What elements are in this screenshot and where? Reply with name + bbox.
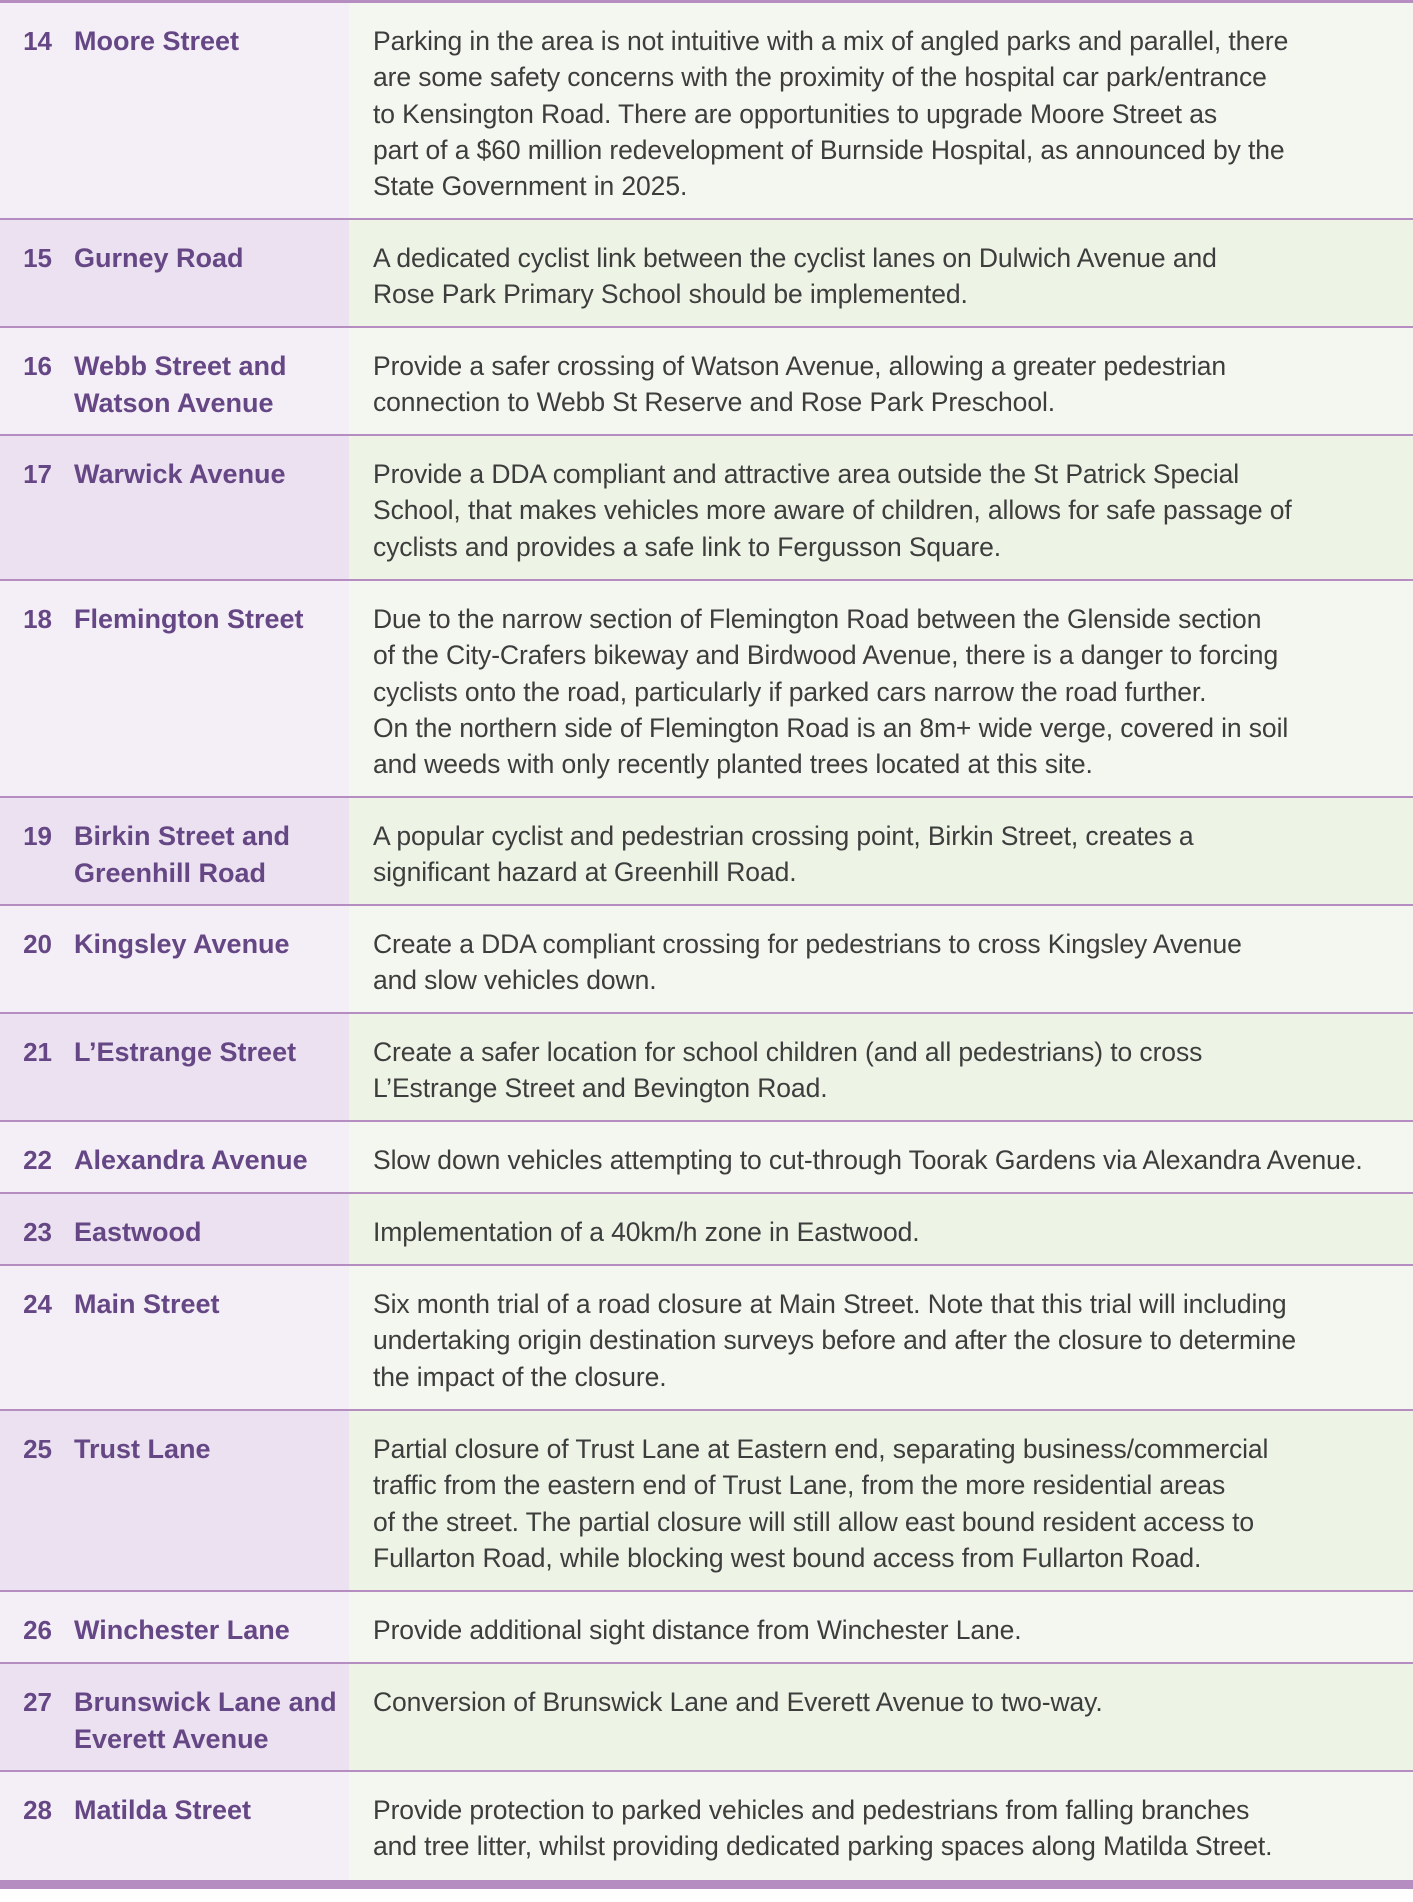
description-cell [349, 1664, 1413, 1770]
location-name: Eastwood [74, 1217, 202, 1247]
description-line: Implementation of a 40km/h zone in Eastwood. [373, 1217, 920, 1247]
description-line: Due to the narrow section of Flemington Road between the Glenside section [373, 604, 1262, 634]
description-cell [349, 1266, 1413, 1409]
location-name: Winchester Lane [74, 1615, 290, 1645]
description-cell [349, 220, 1413, 326]
row-number: 15 [23, 243, 52, 273]
row-number: 19 [23, 821, 52, 851]
description-line: to Kensington Road. There are opportunities to upgrade Moore Street as [373, 98, 1217, 129]
row-number: 18 [23, 604, 52, 634]
location-name: L’Estrange Street [74, 1037, 297, 1067]
description-line: State Government in 2025. [373, 171, 688, 202]
location-cell [0, 436, 349, 579]
description-line: Provide additional sight distance from Winchester Lane. [373, 1615, 1022, 1645]
table-row [0, 1772, 1413, 1889]
description-line: Six month trial of a road closure at Main Street. Note that this trial will including [373, 1289, 1287, 1319]
row-number: 16 [23, 351, 52, 381]
description-line: A dedicated cyclist link between the cyclist lanes on Dulwich Avenue and [373, 243, 1217, 273]
description-line: School, that makes vehicles more aware of children, allows for safe passage of [373, 495, 1292, 526]
location-cell [0, 1194, 349, 1264]
location-cell [0, 1122, 349, 1192]
description-cell [349, 328, 1413, 434]
table-row [0, 1411, 1413, 1592]
table-row [0, 1194, 1413, 1266]
description-line: Provide a DDA compliant and attractive area outside the St Patrick Special [373, 459, 1240, 489]
description-line: the impact of the closure. [373, 1361, 667, 1392]
row-number: 23 [23, 1217, 52, 1247]
description-cell [349, 1411, 1413, 1590]
row-number: 27 [23, 1687, 52, 1717]
location-cell [0, 1664, 349, 1770]
description-cell [349, 581, 1413, 796]
description-cell [349, 3, 1413, 218]
row-number: 20 [23, 929, 52, 959]
table-row [0, 328, 1413, 436]
description-line: traffic from the eastern end of Trust Lane, from the more residential areas [373, 1470, 1226, 1501]
description-line: Create a safer location for school children (and all pedestrians) to cross [373, 1037, 1203, 1067]
table-row [0, 3, 1413, 220]
description-cell [349, 1592, 1413, 1662]
location-name: Gurney Road [74, 243, 244, 273]
description-line: Conversion of Brunswick Lane and Everett Avenue to two-way. [373, 1687, 1103, 1717]
table-row [0, 1014, 1413, 1122]
description-cell [349, 1014, 1413, 1120]
description-line: are some safety concerns with the proximity of the hospital car park/entrance [373, 62, 1267, 93]
row-number: 14 [23, 26, 52, 56]
row-number: 28 [23, 1795, 52, 1825]
description-line: cyclists and provides a safe link to Fergusson Square. [373, 531, 1001, 562]
row-number: 26 [23, 1615, 52, 1645]
description-cell [349, 1122, 1413, 1192]
row-number: 25 [23, 1434, 52, 1464]
table-row [0, 798, 1413, 906]
description-line: part of a $60 million redevelopment of Burnside Hospital, as announced by the [373, 134, 1285, 165]
location-cell [0, 581, 349, 796]
description-line: and weeds with only recently planted trees located at this site. [373, 749, 1093, 780]
description-line: Slow down vehicles attempting to cut-through Toorak Gardens via Alexandra Avenue. [373, 1145, 1363, 1175]
table-row [0, 581, 1413, 798]
location-name: Alexandra Avenue [74, 1145, 308, 1175]
table-row [0, 220, 1413, 328]
location-name: Birkin Street and Greenhill Road [74, 821, 291, 888]
description-line: Provide a safer crossing of Watson Avenue, allowing a greater pedestrian [373, 351, 1227, 381]
location-name: Moore Street [74, 26, 240, 56]
location-name: Trust Lane [74, 1434, 211, 1464]
description-line: significant hazard at Greenhill Road. [373, 857, 797, 888]
description-line: Create a DDA compliant crossing for pedestrians to cross Kingsley Avenue [373, 929, 1242, 959]
location-name: Brunswick Lane and Everett Avenue [74, 1687, 337, 1754]
description-line: and tree litter, whilst providing dedicated parking spaces along Matilda Street. [373, 1831, 1273, 1862]
table-row [0, 1122, 1413, 1194]
description-line: Parking in the area is not intuitive with a mix of angled parks and parallel, there [373, 26, 1289, 56]
location-name: Matilda Street [74, 1795, 252, 1825]
description-line: On the northern side of Flemington Road is an 8m+ wide verge, covered in soil [373, 712, 1289, 743]
table-row [0, 1664, 1413, 1772]
description-cell [349, 1194, 1413, 1264]
description-line: A popular cyclist and pedestrian crossing point, Birkin Street, creates a [373, 821, 1194, 851]
row-number: 21 [23, 1037, 52, 1067]
location-cell [0, 1411, 349, 1590]
description-line: cyclists onto the road, particularly if parked cars narrow the road further. [373, 676, 1207, 707]
description-line: Provide protection to parked vehicles and pedestrians from falling branches [373, 1795, 1250, 1825]
table-row [0, 1592, 1413, 1664]
location-cell [0, 328, 349, 434]
location-cell [0, 1592, 349, 1662]
location-cell [0, 1772, 349, 1880]
description-line: L’Estrange Street and Bevington Road. [373, 1073, 828, 1104]
description-line: Partial closure of Trust Lane at Eastern end, separating business/commercial [373, 1434, 1269, 1464]
description-cell [349, 1772, 1413, 1880]
description-line: of the street. The partial closure will still allow east bound resident access to [373, 1506, 1255, 1537]
table-row [0, 436, 1413, 581]
description-cell [349, 798, 1413, 904]
location-cell [0, 1266, 349, 1409]
location-cell [0, 906, 349, 1012]
description-line: of the City-Crafers bikeway and Birdwood Avenue, there is a danger to forcing [373, 640, 1279, 671]
table-row [0, 906, 1413, 1014]
location-name: Main Street [74, 1289, 220, 1319]
location-cell [0, 1014, 349, 1120]
location-name: Flemington Street [74, 604, 304, 634]
description-cell [349, 436, 1413, 579]
row-number: 24 [23, 1289, 52, 1319]
description-line: undertaking origin destination surveys before and after the closure to determine [373, 1325, 1296, 1356]
location-name: Webb Street and Watson Avenue [74, 351, 287, 418]
location-cell [0, 798, 349, 904]
location-name: Warwick Avenue [74, 459, 286, 489]
location-cell [0, 3, 349, 218]
row-number: 22 [23, 1145, 52, 1175]
description-line: Rose Park Primary School should be implemented. [373, 279, 968, 310]
row-number: 17 [23, 459, 52, 489]
description-line: and slow vehicles down. [373, 965, 657, 996]
description-line: Fullarton Road, while blocking west bound access from Fullarton Road. [373, 1542, 1202, 1573]
location-cell [0, 220, 349, 326]
description-cell [349, 906, 1413, 1012]
table-row [0, 1266, 1413, 1411]
description-line: connection to Webb St Reserve and Rose Park Preschool. [373, 387, 1056, 418]
location-name: Kingsley Avenue [74, 929, 290, 959]
